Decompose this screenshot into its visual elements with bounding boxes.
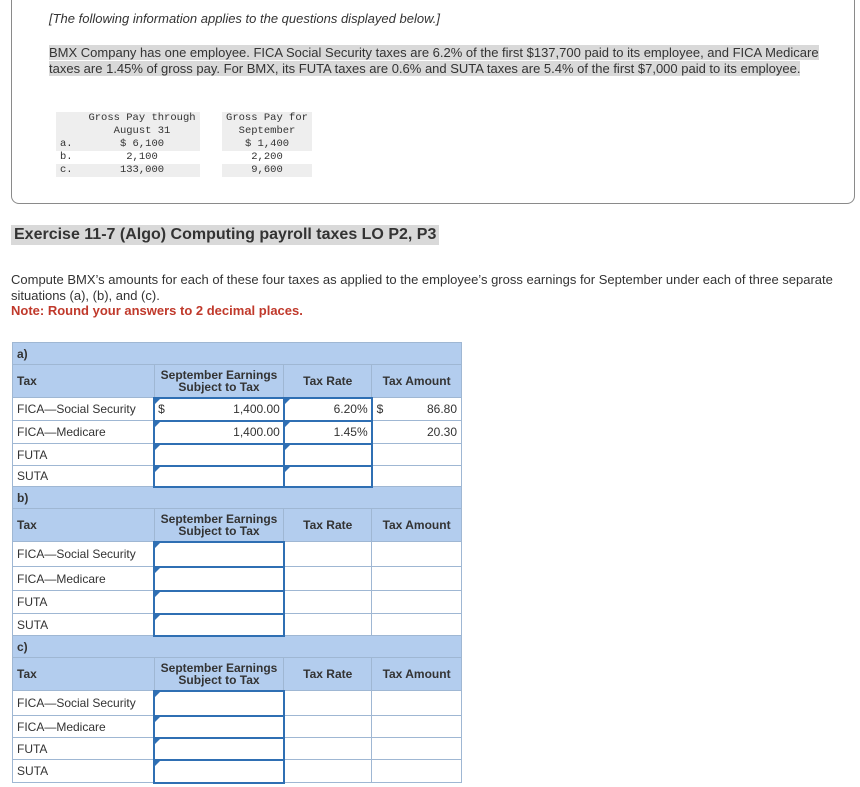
earnings-input[interactable] xyxy=(154,716,284,738)
earnings-input[interactable] xyxy=(154,691,284,716)
rate-input[interactable] xyxy=(284,466,372,487)
tax-amount xyxy=(372,567,462,591)
intro-paragraph xyxy=(49,45,819,77)
table-row xyxy=(13,444,462,466)
tax-amount xyxy=(372,716,462,738)
tax-column-header: Tax xyxy=(13,509,155,542)
gross-pay-row-label: b. xyxy=(56,151,84,164)
gross-pay-through-value: 2,100 xyxy=(84,151,200,164)
tax-amount xyxy=(372,398,462,421)
table-row xyxy=(13,716,462,738)
instructions: Compute BMX’s amounts for each of these four taxes as applied to the employee’s gross earnings for September under each of three separate situations (a), (b), and (c). xyxy=(11,272,833,303)
tax-column-header: Tax xyxy=(13,365,155,398)
section-label: b) xyxy=(13,487,462,509)
gross-pay-row-label: c. xyxy=(56,164,84,177)
tax-amount xyxy=(372,738,462,760)
gross-pay-september-value: 9,600 xyxy=(222,164,312,177)
tax-amount xyxy=(372,542,462,567)
tax-name: SUTA xyxy=(13,760,155,783)
table-row xyxy=(13,567,462,591)
earnings-input[interactable] xyxy=(154,614,284,636)
tax-column-header: Tax xyxy=(13,658,155,691)
tax-amount xyxy=(372,591,462,614)
tax-amount xyxy=(372,466,462,487)
gross-pay-september-value: $ 1,400 xyxy=(222,138,312,151)
amount-value: 20.30 xyxy=(426,425,457,439)
tax-name: SUTA xyxy=(13,614,155,636)
earnings-input[interactable] xyxy=(154,421,284,444)
section-header-row xyxy=(13,343,462,365)
section-header-row xyxy=(13,636,462,658)
earnings-input[interactable] xyxy=(154,591,284,614)
column-header-row xyxy=(13,365,462,398)
table-row xyxy=(13,691,462,716)
rate-column-header: Tax Rate xyxy=(284,365,372,398)
column-header-row xyxy=(13,658,462,691)
earnings-value: 1,400.00 xyxy=(233,402,280,416)
answer-table xyxy=(12,342,462,784)
tax-name: FICA—Medicare xyxy=(13,421,155,444)
gross-pay-september-header: Gross Pay for September xyxy=(222,112,312,138)
earnings-column-header: September Earnings Subject to Tax xyxy=(154,365,284,398)
tax-amount xyxy=(372,614,462,636)
gross-pay-through-header: Gross Pay through August 31 xyxy=(84,112,200,138)
dollar-sign: $ xyxy=(158,402,165,416)
rate-column-header: Tax Rate xyxy=(284,509,372,542)
tax-name: FICA—Medicare xyxy=(13,716,155,738)
earnings-input[interactable] xyxy=(154,542,284,567)
table-row xyxy=(13,591,462,614)
earnings-input[interactable] xyxy=(154,398,284,421)
tax-name: FICA—Social Security xyxy=(13,398,155,421)
earnings-column-header: September Earnings Subject to Tax xyxy=(154,509,284,542)
section-label: c) xyxy=(13,636,462,658)
amount-column-header: Tax Amount xyxy=(372,365,462,398)
table-row xyxy=(13,542,462,567)
tax-amount xyxy=(372,421,462,444)
section-header-row xyxy=(13,487,462,509)
rate-input[interactable]: 1.45% xyxy=(284,421,372,444)
gross-pay-september-value: 2,200 xyxy=(222,151,312,164)
dollar-sign: $ xyxy=(376,402,384,416)
earnings-input[interactable] xyxy=(154,567,284,591)
tax-name: FICA—Social Security xyxy=(13,691,155,716)
table-row xyxy=(13,738,462,760)
intro-paragraph-text: BMX Company has one employee. FICA Social Security taxes are 6.2% of the first $137,700 paid to its employee, and FICA Medicare taxes are 1.45% of gross pay. For BMX, its FUTA taxes are 0.6% and SUTA taxes are 5.4% of the first $7,000 paid to its employee. xyxy=(49,45,819,76)
tax-amount xyxy=(372,760,462,783)
earnings-input[interactable] xyxy=(154,738,284,760)
tax-name: FICA—Medicare xyxy=(13,567,155,591)
table-row xyxy=(13,466,462,487)
table-row xyxy=(13,398,462,421)
exercise-title: Exercise 11-7 (Algo) Computing payroll taxes LO P2, P3 xyxy=(11,225,439,245)
gross-pay-through-value: $ 6,100 xyxy=(84,138,200,151)
amount-value: 86.80 xyxy=(426,402,457,416)
tax-amount xyxy=(372,444,462,466)
tax-name: FUTA xyxy=(13,591,155,614)
earnings-column-header: September Earnings Subject to Tax xyxy=(154,658,284,691)
tax-name: FUTA xyxy=(13,738,155,760)
gross-pay-table xyxy=(56,112,312,177)
rate-input[interactable]: 6.20% xyxy=(284,398,372,421)
rate-column-header: Tax Rate xyxy=(284,658,372,691)
earnings-input[interactable] xyxy=(154,760,284,783)
intro-note: [The following information applies to the questions displayed below.] xyxy=(49,11,440,26)
amount-column-header: Tax Amount xyxy=(372,658,462,691)
earnings-input[interactable] xyxy=(154,444,284,466)
section-label: a) xyxy=(13,343,462,365)
tax-name: SUTA xyxy=(13,466,155,487)
column-header-row xyxy=(13,509,462,542)
gross-pay-through-value: 133,000 xyxy=(84,164,200,177)
tax-name: FICA—Social Security xyxy=(13,542,155,567)
amount-column-header: Tax Amount xyxy=(372,509,462,542)
earnings-value: 1,400.00 xyxy=(233,425,280,439)
tax-name: FUTA xyxy=(13,444,155,466)
earnings-input[interactable] xyxy=(154,466,284,487)
table-row xyxy=(13,421,462,444)
rate-input[interactable] xyxy=(284,444,372,466)
table-row xyxy=(13,614,462,636)
tax-amount xyxy=(372,691,462,716)
rounding-note: Note: Round your answers to 2 decimal places. xyxy=(11,303,303,318)
table-row xyxy=(13,760,462,783)
gross-pay-row-label: a. xyxy=(56,138,84,151)
